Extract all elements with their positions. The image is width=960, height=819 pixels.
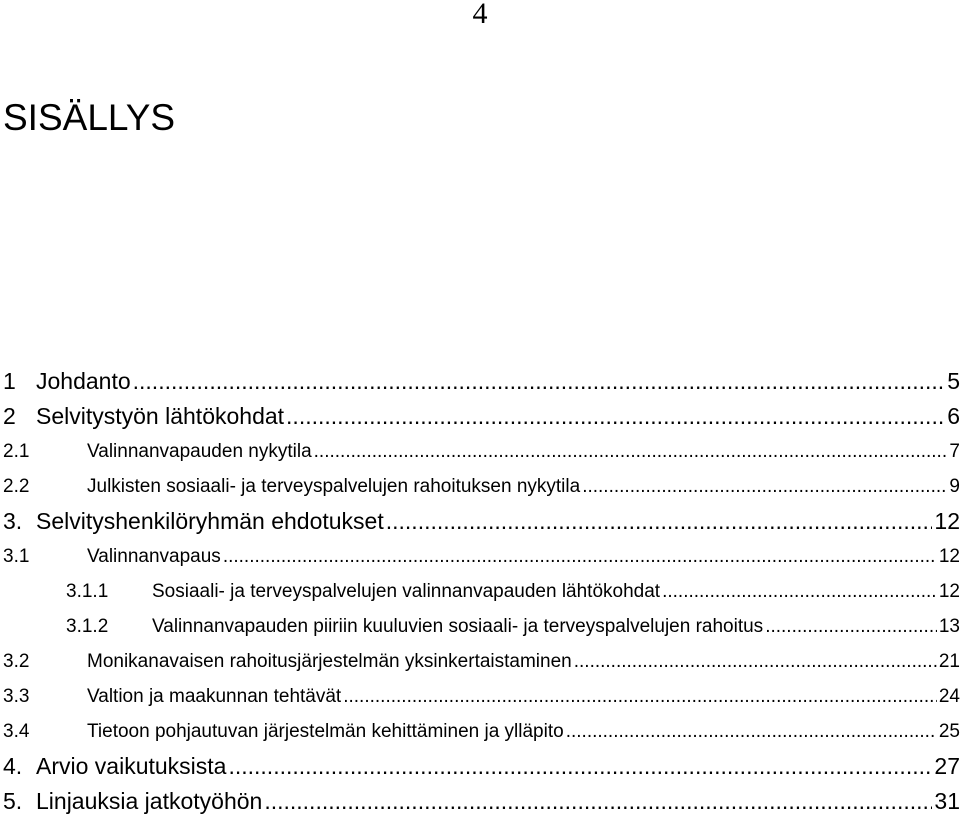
toc-entry-page: 5 (947, 368, 960, 394)
toc-entry-page: 12 (938, 581, 960, 602)
page-number: 4 (472, 0, 488, 30)
toc-entry[interactable] (0, 609, 960, 644)
toc-entry-page: 6 (947, 403, 960, 429)
toc-entry-number: 3.2 (3, 651, 30, 672)
toc-entry-page: 27 (934, 753, 960, 779)
table-of-contents (0, 364, 960, 819)
toc-entry-page: 31 (934, 788, 960, 814)
dot-leader (662, 574, 937, 609)
dot-leader (574, 644, 937, 679)
toc-entry[interactable] (0, 399, 960, 434)
toc-entry-page: 21 (938, 651, 960, 672)
toc-entry-number: 2.1 (3, 441, 30, 462)
dot-leader (223, 539, 937, 574)
dot-leader (228, 749, 932, 784)
toc-entry-label: Valinnanvapauden nykytila (87, 441, 312, 462)
dot-leader (566, 714, 937, 749)
toc-entry[interactable] (0, 364, 960, 399)
toc-entry-label: Selvityshenkilöryhmän ehdotukset (36, 508, 384, 534)
toc-entry[interactable] (0, 469, 960, 504)
toc-entry-label: Linjauksia jatkotyöhön (36, 788, 263, 814)
toc-entry-label: Julkisten sosiaali- ja terveyspalvelujen rahoituksen nykytila (87, 476, 581, 497)
toc-entry-number: 3. (3, 508, 23, 534)
toc-entry-page: 9 (949, 476, 960, 497)
toc-entry-number: 1 (3, 368, 16, 394)
toc-entry-page: 24 (938, 686, 960, 707)
toc-entry-label: Arvio vaikutuksista (36, 753, 227, 779)
toc-entry[interactable] (0, 714, 960, 749)
dot-leader (386, 504, 933, 539)
toc-entry-number: 5. (3, 788, 23, 814)
toc-entry-number: 3.1.1 (66, 581, 109, 602)
toc-entry-number: 2 (3, 403, 16, 429)
toc-entry[interactable] (0, 749, 960, 784)
dot-leader (133, 364, 946, 399)
dot-leader (343, 679, 937, 714)
dot-leader (582, 469, 947, 504)
page-title: SISÄLLYS (3, 97, 176, 138)
toc-entry[interactable] (0, 644, 960, 679)
toc-entry-label: Selvitystyön lähtökohdat (36, 403, 285, 429)
toc-entry-number: 3.1.2 (66, 616, 109, 637)
toc-entry[interactable] (0, 784, 960, 819)
toc-entry-label: Sosiaali- ja terveyspalvelujen valinnanvapauden lähtökohdat (152, 581, 661, 602)
toc-entry-page: 7 (949, 441, 960, 462)
toc-entry-label: Valinnanvapauden piiriin kuuluvien sosiaali- ja terveyspalvelujen rahoitus (152, 616, 764, 637)
toc-entry-label: Monikanavaisen rahoitusjärjestelmän yksinkertaistaminen (87, 651, 572, 672)
dot-leader (264, 784, 932, 819)
toc-entry[interactable] (0, 679, 960, 714)
dot-leader (765, 609, 937, 644)
toc-entry-number: 3.1 (3, 546, 30, 567)
toc-entry-label: Valtion ja maakunnan tehtävät (87, 686, 342, 707)
toc-entry[interactable] (0, 574, 960, 609)
toc-entry-number: 2.2 (3, 476, 30, 497)
toc-entry-number: 4. (3, 753, 23, 779)
toc-entry-page: 12 (934, 508, 960, 534)
toc-entry-label: Johdanto (36, 368, 131, 394)
toc-entry-number: 3.3 (3, 686, 30, 707)
dot-leader (314, 434, 948, 469)
toc-entry-page: 12 (938, 546, 960, 567)
toc-entry-number: 3.4 (3, 721, 30, 742)
toc-entry[interactable] (0, 434, 960, 469)
toc-entry-page: 13 (938, 616, 960, 637)
toc-entry-label: Tietoon pohjautuvan järjestelmän kehittäminen ja ylläpito (87, 721, 564, 742)
toc-entry[interactable] (0, 504, 960, 539)
toc-entry-page: 25 (938, 721, 960, 742)
toc-entry-label: Valinnanvapaus (87, 546, 221, 567)
toc-entry[interactable] (0, 539, 960, 574)
dot-leader (286, 399, 945, 434)
